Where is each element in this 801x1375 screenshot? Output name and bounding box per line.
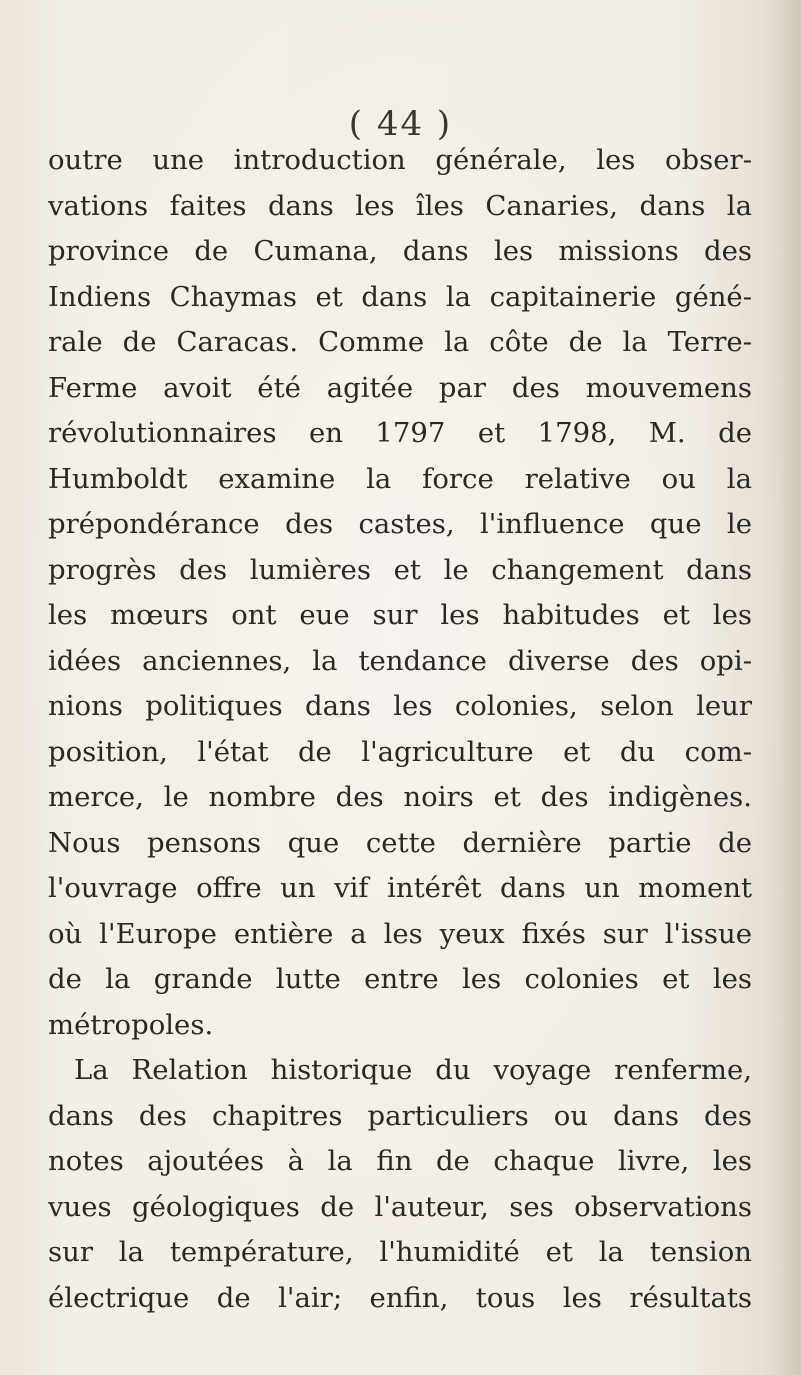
text-line: de la grande lutte entre les colonies et les [48,963,752,995]
text-line: prépondérance des castes, l'influence que le [48,508,752,540]
text-line: province de Cumana, dans les missions des [48,235,752,267]
text-line: les mœurs ont eue sur les habitudes et les [48,599,752,631]
page-edge-shadow [779,0,801,1375]
text-line: progrès des lumières et le changement dans [48,553,752,586]
text-line: révolutionnaires en 1797 et 1798, M. de [48,417,752,449]
text-line: sur la température, l'humidité et la tension [48,1236,752,1268]
page-number: ( 44 ) [348,104,453,144]
text-line: dans des chapitres particuliers ou dans des [48,1099,752,1132]
text-line: Indiens Chaymas et dans la capitainerie géné- [48,280,752,313]
text-line: idées anciennes, la tendance diverse des opi- [48,644,752,677]
text-line: l'ouvrage offre un vif intérêt dans un moment [48,872,752,904]
text-line: nions politiques dans les colonies, selon leur [48,690,752,722]
body-text [48,138,752,1321]
text-line-paragraph-end: métropoles. [48,1008,214,1041]
text-line: position, l'état de l'agriculture et du com- [48,735,752,768]
text-line: rale de Caracas. Comme la côte de la Terre- [48,326,752,358]
text-line: où l'Europe entière a les yeux fixés sur l'issue [48,917,752,950]
text-line: électrique de l'air; enfin, tous les résultats [48,1281,752,1314]
text-line: Ferme avoit été agitée par des mouvemens [48,371,752,404]
text-line: vations faites dans les îles Canaries, dans la [48,189,752,222]
text-line-paragraph-start: La Relation historique du voyage renferme, [74,1054,752,1086]
text-line: vues géologiques de l'auteur, ses observations [48,1190,752,1223]
text-line: merce, le nombre des noirs et des indigènes. [48,781,752,813]
text-line: notes ajoutées à la fin de chaque livre, les [48,1145,752,1177]
text-line: outre une introduction générale, les obser- [48,144,752,176]
text-line: Nous pensons que cette dernière partie de [48,826,752,859]
text-line: Humboldt examine la force relative ou la [48,462,752,495]
